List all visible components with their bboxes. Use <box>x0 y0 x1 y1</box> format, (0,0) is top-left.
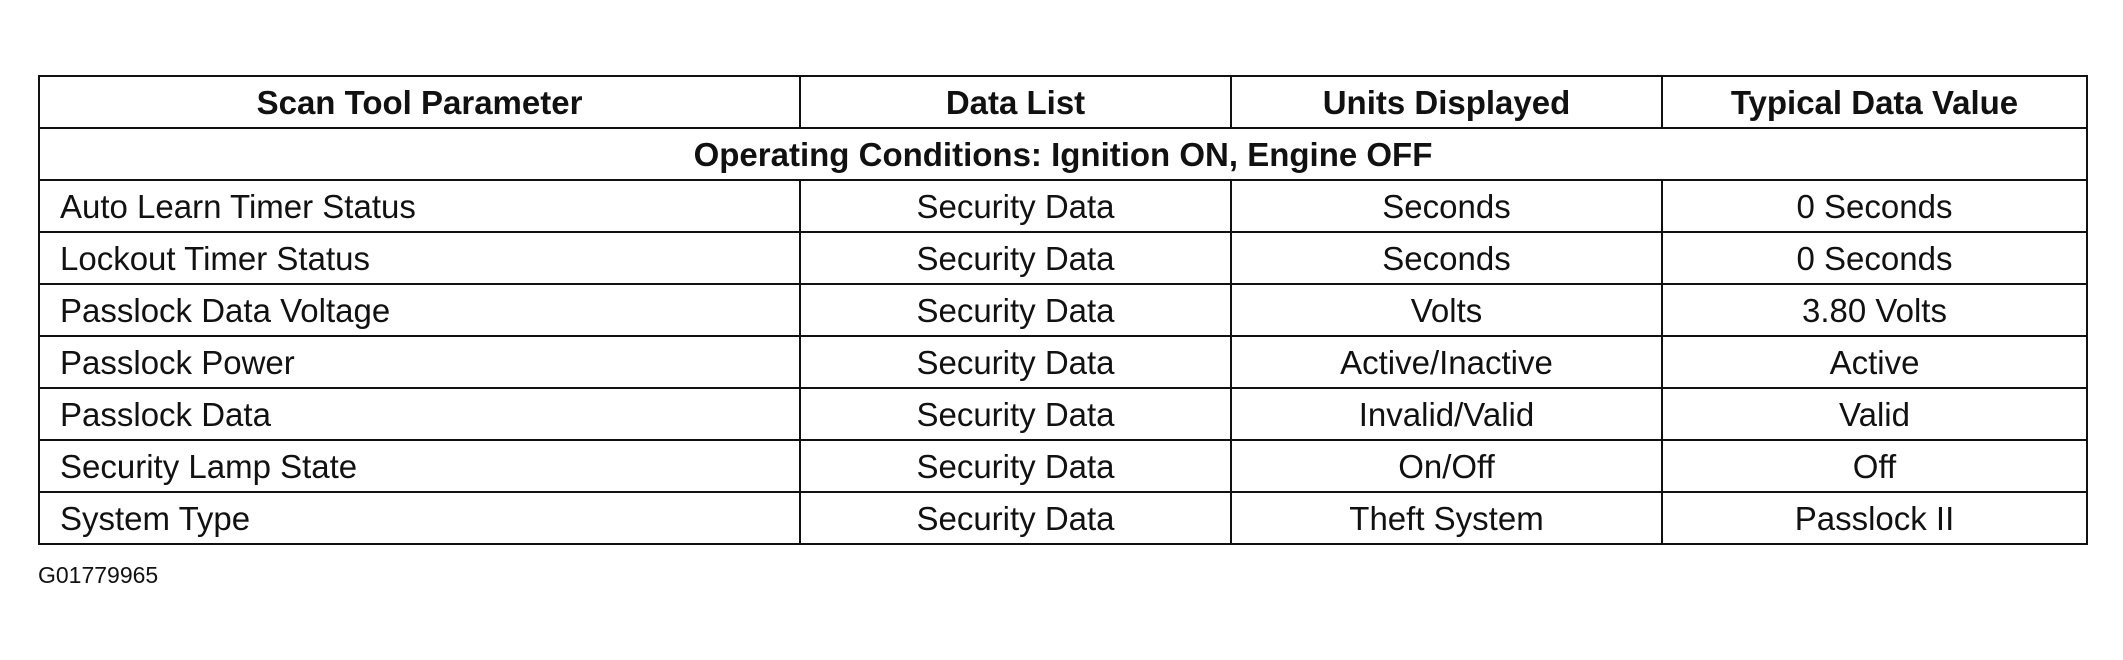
units-cell: Active/Inactive <box>1231 336 1662 388</box>
figure-id: G01779965 <box>38 562 159 588</box>
data-list-cell: Security Data <box>800 336 1231 388</box>
table-row <box>39 180 2087 232</box>
data-list-cell: Security Data <box>800 284 1231 336</box>
condition-row <box>39 128 2087 180</box>
parameter-cell: Passlock Data Voltage <box>39 284 800 336</box>
header-scan-tool-parameter: Scan Tool Parameter <box>39 76 800 128</box>
typical-value-cell: Active <box>1662 336 2087 388</box>
operating-conditions: Operating Conditions: Ignition ON, Engine OFF <box>39 128 2087 180</box>
data-list-cell: Security Data <box>800 388 1231 440</box>
units-cell: Seconds <box>1231 232 1662 284</box>
table-row <box>39 440 2087 492</box>
units-cell: Seconds <box>1231 180 1662 232</box>
header-data-list: Data List <box>800 76 1231 128</box>
header-row <box>39 76 2087 128</box>
table-row <box>39 284 2087 336</box>
header-units-displayed: Units Displayed <box>1231 76 1662 128</box>
typical-value-cell: Passlock II <box>1662 492 2087 544</box>
data-list-cell: Security Data <box>800 440 1231 492</box>
data-list-cell: Security Data <box>800 180 1231 232</box>
table-row <box>39 492 2087 544</box>
units-cell: Volts <box>1231 284 1662 336</box>
typical-value-cell: Off <box>1662 440 2087 492</box>
table-row <box>39 336 2087 388</box>
parameter-cell: Passlock Power <box>39 336 800 388</box>
typical-value-cell: 0 Seconds <box>1662 180 2087 232</box>
parameter-cell: Security Lamp State <box>39 440 800 492</box>
units-cell: On/Off <box>1231 440 1662 492</box>
parameter-cell: Passlock Data <box>39 388 800 440</box>
units-cell: Theft System <box>1231 492 1662 544</box>
data-list-cell: Security Data <box>800 492 1231 544</box>
table-row <box>39 232 2087 284</box>
parameter-cell: Auto Learn Timer Status <box>39 180 800 232</box>
units-cell: Invalid/Valid <box>1231 388 1662 440</box>
typical-value-cell: 0 Seconds <box>1662 232 2087 284</box>
typical-value-cell: 3.80 Volts <box>1662 284 2087 336</box>
data-list-cell: Security Data <box>800 232 1231 284</box>
header-typical-data-value: Typical Data Value <box>1662 76 2087 128</box>
parameter-cell: Lockout Timer Status <box>39 232 800 284</box>
parameter-cell: System Type <box>39 492 800 544</box>
typical-value-cell: Valid <box>1662 388 2087 440</box>
scan-tool-data-table <box>38 75 2088 545</box>
table-row <box>39 388 2087 440</box>
